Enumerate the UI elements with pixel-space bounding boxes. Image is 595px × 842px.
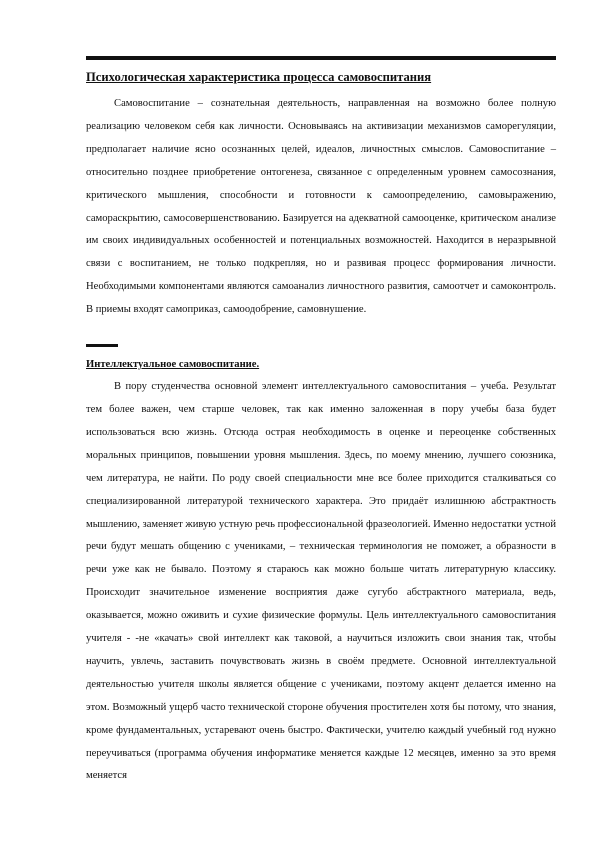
section-heading: Интеллектуальное самовоспитание. (86, 359, 260, 371)
document-page (86, 56, 556, 788)
paragraph-self-education: Самовоспитание – сознательная деятельность, направленная на возможно более полную реализацию человеком себя как личности. Основываясь на активизации механизмов саморегуляции, предполагает наличие ясно осознанных целей, идеалов, личностных смыслов. Самовоспитание – относительно позднее приобретение онтогенеза, связанное с определенным уровнем самосознания, критического мышления, способности и готовности к самоопределению, самовыражению, самораскрытию, самосовершенствованию. Базируется на адекватной самооценке, критическом анализе им своих индивидуальных особенностей и потенциальных возможностей. Находится в неразрывной связи с воспитанием, не только подкрепляя, но и развивая процесс формирования личности. Необходимыми компонентами являются самоанализ личностного развития, самоотчет и самоконтроль. В приемы входят самоприказ, самоодобрение, самовнушение. (86, 98, 556, 316)
top-horizontal-rule (86, 56, 556, 60)
paragraph-intellectual-education: В пору студенчества основной элемент интеллектуального самовоспитания – учеба. Результат тем более важен, чем старше человек, так как именно заложенная в пору учебы база будет использоваться всю жизнь. Отсюда острая необходимость в оценке и переоценке собственных моральных принципов, повышении уровня мышления. Здесь, по моему мнению, лучшего союзника, чем литература, не найти. По роду своей специальности мне все более приходится сталкиваться со специализированной литературой технического характера. Это придаёт излишнюю абстрактность мышлению, заменяет живую устную речь профессиональной фразеологией. Именно недостатки устной речи будут мешать общению с учениками, – техническая терминология не поможет, а образности в речи уже как не бывало. Поэтому я стараюсь как можно больше читать литературную классику. Происходит значительное изменение восприятия даже сугубо абстрактного материала, ведь, оказывается, можно оживить и сухие физические формулы. Цель интеллектуального самовоспитания учителя - -не «качать» свой интеллект как таковой, а научиться изложить свои знания так, чтобы научить, увлечь, заставить почувствовать жизнь в своём предмете. Основной интеллектуальной деятельностью учителя школы является общение с учениками, поэтому акцент делается именно на этом. Возможный ущерб часто технической стороне обучения простителен хотя бы потому, что знания, кроме фундаментальных, устаревают очень быстро. Фактически, учителю каждый учебный год нужно переучиваться (программа обучения информатике меняется каждые 12 месяцев, именно за это время меняется (86, 381, 556, 782)
document-title: Психологическая характеристика процесса самовоспитания (86, 70, 432, 84)
section-divider (86, 344, 118, 347)
